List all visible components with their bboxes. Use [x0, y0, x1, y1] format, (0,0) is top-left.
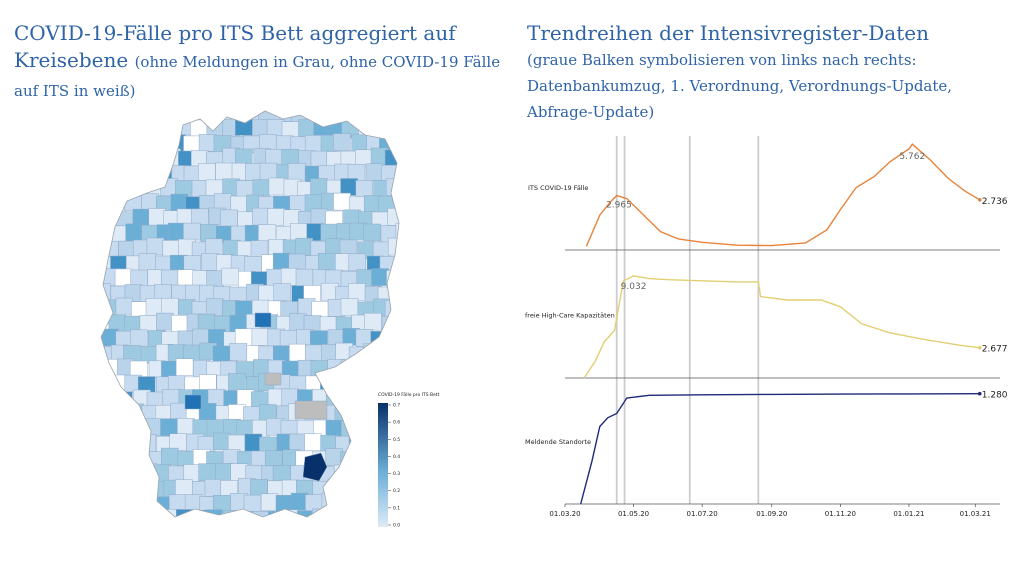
- map-district: [404, 358, 421, 375]
- map-district: [100, 512, 117, 529]
- map-district: [193, 510, 210, 527]
- map-district: [260, 524, 277, 541]
- map-district: [253, 180, 270, 197]
- map-district: [147, 118, 164, 135]
- map-district: [334, 193, 351, 210]
- map-district: [132, 150, 149, 167]
- map-district: [103, 182, 120, 199]
- map-district: [306, 104, 323, 121]
- map-district: [101, 389, 118, 406]
- map-district: [356, 181, 373, 198]
- map-district: [175, 480, 192, 497]
- legend-title: COVID-19 Fälle pro ITS Bett: [378, 393, 440, 398]
- map-district: [110, 136, 127, 153]
- map-district: [94, 136, 111, 153]
- map-district: [358, 421, 375, 438]
- map-district: [349, 524, 366, 541]
- map-district: [95, 407, 112, 424]
- map-district: [199, 105, 216, 122]
- map-district: [255, 313, 271, 327]
- map-district: [110, 464, 127, 481]
- map-district: [169, 495, 186, 512]
- map-district: [199, 403, 216, 420]
- map-district: [223, 510, 240, 527]
- map-district: [161, 448, 178, 465]
- map-district: [349, 254, 366, 271]
- map-district: [125, 496, 142, 513]
- map-district: [124, 106, 141, 123]
- map-district: [198, 314, 215, 331]
- map-district: [146, 511, 163, 528]
- map-district: [268, 209, 285, 226]
- map-district: [216, 463, 233, 480]
- map-district: [116, 121, 133, 138]
- map-title: COVID-19-Fälle pro ITS Bett aggregiert auf Kreisebene: [14, 21, 456, 72]
- map-district: [358, 451, 375, 468]
- series-line: [581, 394, 980, 504]
- map-district: [305, 345, 322, 362]
- map-district: [396, 313, 413, 330]
- map-district: [378, 347, 395, 364]
- x-tick-label: 01.07.20: [686, 510, 718, 518]
- map-district: [109, 197, 126, 214]
- map-district: [131, 482, 148, 499]
- map-district: [149, 209, 166, 226]
- map-district: [153, 136, 170, 153]
- map-district: [172, 315, 189, 332]
- map-district: [112, 434, 129, 451]
- legend-colorbar: [378, 403, 388, 527]
- map-district: [386, 120, 403, 137]
- x-tick-label: 01.01.21: [893, 510, 925, 518]
- map-district: [156, 313, 173, 330]
- map-district: [396, 195, 413, 212]
- map-district: [385, 150, 402, 167]
- map-district: [265, 451, 282, 468]
- map-district: [115, 449, 132, 466]
- map-district: [327, 118, 344, 135]
- map-district: [276, 526, 293, 543]
- map-district: [335, 103, 352, 120]
- map-district: [110, 103, 127, 120]
- map-district: [112, 526, 129, 543]
- map-district: [145, 149, 162, 166]
- map-district: [177, 418, 194, 435]
- map-district: [140, 495, 157, 512]
- series-last-value-label: 1.280: [981, 390, 1008, 401]
- map-district: [299, 120, 316, 137]
- map-district: [290, 223, 307, 240]
- map-district: [213, 524, 230, 541]
- map-district: [343, 508, 360, 525]
- legend-tick-label: 0.2: [393, 489, 401, 495]
- map-district: [186, 104, 203, 121]
- map-district: [326, 449, 343, 466]
- map-district: [155, 163, 172, 180]
- map-district: [382, 105, 399, 122]
- map-district-no-report: [265, 373, 281, 385]
- map-district: [230, 343, 247, 360]
- map-district: [373, 361, 390, 378]
- map-district: [115, 269, 132, 286]
- map-district: [385, 300, 402, 317]
- map-district: [127, 135, 144, 152]
- map-district: [386, 179, 403, 196]
- map-district: [117, 421, 134, 438]
- map-district: [156, 524, 173, 541]
- map-district: [168, 135, 185, 152]
- map-district: [259, 285, 276, 302]
- map-district: [322, 493, 339, 510]
- map-district: [394, 106, 411, 123]
- map-district: [402, 242, 419, 259]
- trend-title-block: [527, 20, 1007, 125]
- map-district: [163, 240, 180, 257]
- series-last-value-label: 2.677: [981, 344, 1008, 355]
- map-subtitle: (ohne Meldungen in Grau, ohne COVID-19 Fälle auf ITS in weiß): [14, 53, 501, 100]
- map-district: [205, 479, 222, 496]
- map-district: [274, 284, 291, 301]
- map-district: [101, 211, 118, 228]
- series-peak-label: 9.032: [620, 281, 647, 292]
- map-district: [395, 376, 412, 393]
- trend-chart: [520, 130, 1020, 520]
- map-district: [386, 358, 403, 375]
- map-district: [93, 224, 110, 241]
- map-district: [119, 481, 136, 498]
- map-district: [351, 374, 368, 391]
- series-label: Meldende Standorte: [525, 438, 591, 446]
- map-district: [328, 479, 345, 496]
- map-district: [116, 298, 133, 315]
- map-district: [395, 133, 412, 150]
- map-district: [401, 451, 418, 468]
- map-district: [334, 465, 351, 482]
- map-district: [401, 180, 418, 197]
- map-district: [343, 479, 360, 496]
- map-district: [372, 269, 389, 286]
- map-district: [111, 496, 128, 513]
- map-district: [228, 374, 245, 391]
- map-district: [185, 527, 202, 544]
- map-district: [139, 435, 156, 452]
- map-district: [296, 269, 313, 286]
- map-district: [176, 118, 193, 135]
- map-district: [184, 465, 201, 482]
- map-district: [288, 164, 305, 181]
- map-district: [319, 526, 336, 543]
- map-legend: [378, 392, 440, 529]
- trend-subtitle: (graue Balken symbolisieren von links nach rechts: Datenbankumzug, 1. Verordnung, Verordnungs-Update, Abfrage-Update): [527, 51, 953, 121]
- map-district: [170, 107, 187, 124]
- map-district: [357, 392, 374, 409]
- series-label: freie High-Care Kapazitäten: [525, 311, 615, 320]
- map-district: [387, 271, 404, 288]
- map-district: [244, 495, 261, 512]
- map-district: [348, 284, 365, 301]
- map-district: [261, 494, 278, 511]
- map-district: [304, 526, 321, 543]
- map-district: [200, 525, 217, 542]
- map-district: [273, 253, 290, 270]
- series-label: ITS COVID-19 Fälle: [528, 184, 589, 192]
- map-district: [125, 523, 142, 540]
- map-district: [96, 526, 113, 543]
- map-district: [394, 284, 411, 301]
- map-district: [161, 298, 178, 315]
- map-district: [130, 120, 147, 137]
- map-district: [333, 376, 350, 393]
- map-district: [161, 119, 178, 136]
- map-district: [199, 134, 216, 151]
- map-district: [403, 150, 420, 167]
- map-district: [216, 163, 233, 180]
- map-district: [289, 434, 306, 451]
- map-district: [318, 253, 335, 270]
- map-district: [252, 208, 269, 225]
- map-district: [93, 494, 110, 511]
- series-max-label: 5.762: [899, 152, 926, 163]
- map-district: [97, 166, 114, 183]
- legend-tick-label: 0.1: [393, 506, 401, 512]
- map-district: [341, 299, 358, 316]
- map-district: [207, 299, 224, 316]
- map-district: [333, 134, 350, 151]
- map-district: [350, 106, 367, 123]
- map-district: [183, 223, 200, 240]
- map-district: [402, 479, 419, 496]
- map-district: [357, 358, 374, 375]
- legend-tick-label: 0.4: [393, 454, 401, 460]
- map-district: [281, 510, 298, 527]
- map-district: [341, 360, 358, 377]
- map-district: [252, 329, 269, 346]
- map-district: [117, 179, 134, 196]
- map-district: [365, 377, 382, 394]
- x-tick-label: 01.09.20: [756, 510, 788, 518]
- map-district: [140, 527, 157, 544]
- map-district: [171, 194, 188, 211]
- map-district: [382, 374, 399, 391]
- map-district: [95, 105, 112, 122]
- map-district: [100, 481, 117, 498]
- map-district: [335, 525, 352, 542]
- map-district: [145, 419, 162, 436]
- map-district: [402, 118, 419, 135]
- map-district: [322, 107, 339, 124]
- map-district: [117, 510, 134, 527]
- map-district: [126, 224, 143, 241]
- map-district: [289, 344, 306, 361]
- map-district: [214, 104, 231, 121]
- legend-tick-label: 0.3: [393, 472, 401, 478]
- map-district: [112, 404, 129, 421]
- map-district: [117, 151, 134, 168]
- map-district: [403, 420, 420, 437]
- map-district: [333, 495, 350, 512]
- map-district: [349, 436, 366, 453]
- x-tick-label: 01.03.20: [549, 510, 581, 518]
- map-district: [96, 376, 113, 393]
- map-district: [124, 466, 141, 483]
- map-district: [312, 509, 329, 526]
- map-district: [260, 163, 277, 180]
- map-district: [133, 452, 150, 469]
- map-district: [131, 179, 148, 196]
- map-district: [403, 269, 420, 286]
- map-district: [352, 135, 369, 152]
- map-district: [247, 526, 264, 543]
- map-district: [101, 121, 118, 138]
- x-tick-label: 01.03.21: [959, 510, 991, 518]
- map-district: [95, 465, 112, 482]
- map-district: [94, 437, 111, 454]
- map-district: [350, 494, 367, 511]
- legend-tick-label: 0.6: [393, 420, 401, 426]
- series-peak-label: 2.965: [606, 200, 632, 211]
- trend-title: Trendreihen der Intensivregister-Daten: [527, 21, 929, 45]
- map-district: [125, 166, 142, 183]
- map-district: [198, 164, 215, 181]
- map-district: [222, 268, 239, 285]
- map-district: [176, 359, 193, 376]
- map-district: [94, 195, 111, 212]
- map-district: [350, 464, 367, 481]
- legend-tick-label: 0.0: [393, 523, 401, 529]
- map-district: [230, 526, 247, 543]
- map-district: [364, 526, 381, 543]
- germany-choropleth-map: [95, 105, 440, 540]
- map-district: [176, 510, 193, 527]
- map-district: [101, 421, 118, 438]
- map-district: [154, 103, 171, 120]
- map-district: [139, 254, 156, 271]
- map-district: [164, 149, 181, 166]
- map-district: [341, 452, 358, 469]
- map-district: [125, 435, 142, 452]
- map-district: [154, 465, 171, 482]
- map-district: [296, 238, 313, 255]
- map-district: [168, 223, 185, 240]
- map-district: [396, 166, 413, 183]
- map-district: [213, 346, 230, 363]
- map-district: [115, 392, 132, 409]
- map-district: [139, 135, 156, 152]
- map-district: [395, 345, 412, 362]
- map-district: [130, 330, 147, 347]
- map-district: [178, 270, 195, 287]
- map-district: [364, 313, 381, 330]
- map-district: [403, 209, 420, 226]
- map-district: [403, 299, 420, 316]
- map-district: [371, 331, 388, 348]
- map-title-block: [14, 20, 514, 105]
- map-district: [110, 167, 127, 184]
- map-district: [328, 511, 345, 528]
- map-district: [387, 330, 404, 347]
- map-district: [349, 407, 366, 424]
- map-district: [401, 329, 418, 346]
- map-district: [139, 106, 156, 123]
- map-district: [364, 224, 381, 241]
- map-district: [147, 238, 164, 255]
- map-district: [140, 164, 157, 181]
- x-tick-label: 01.05.20: [617, 510, 650, 518]
- map-district: [363, 104, 380, 121]
- legend-tick-label: 0.5: [393, 437, 401, 443]
- map-district: [201, 253, 218, 270]
- map-district: [131, 509, 148, 526]
- map-district: [374, 121, 391, 138]
- map-district: [355, 511, 372, 528]
- map-district: [171, 526, 188, 543]
- map-district: [213, 433, 230, 450]
- x-tick-label: 01.11.20: [824, 510, 856, 518]
- map-district: [199, 464, 216, 481]
- map-district: [131, 419, 148, 436]
- map-district: [185, 395, 201, 409]
- map-district: [238, 511, 255, 528]
- map-district: [401, 511, 418, 528]
- map-district: [269, 178, 286, 195]
- map-district: [161, 419, 178, 436]
- map-district: [289, 523, 306, 540]
- map-district: [349, 347, 366, 364]
- series-last-value-label: 2.736: [981, 196, 1008, 207]
- map-district: [366, 164, 383, 181]
- map-district: [356, 482, 373, 499]
- map-district: [101, 149, 118, 166]
- map-district: [127, 404, 144, 421]
- legend-tick-label: 0.7: [393, 403, 401, 409]
- map-district: [221, 210, 238, 227]
- map-district: [311, 361, 328, 378]
- map-district-no-report: [295, 401, 327, 419]
- map-district: [281, 268, 298, 285]
- map-district: [326, 420, 343, 437]
- map-district: [297, 511, 314, 528]
- map-district: [342, 391, 359, 408]
- map-district: [396, 253, 413, 270]
- map-district: [305, 135, 322, 152]
- map-district: [305, 434, 322, 451]
- map-district: [148, 481, 165, 498]
- map-district: [103, 449, 120, 466]
